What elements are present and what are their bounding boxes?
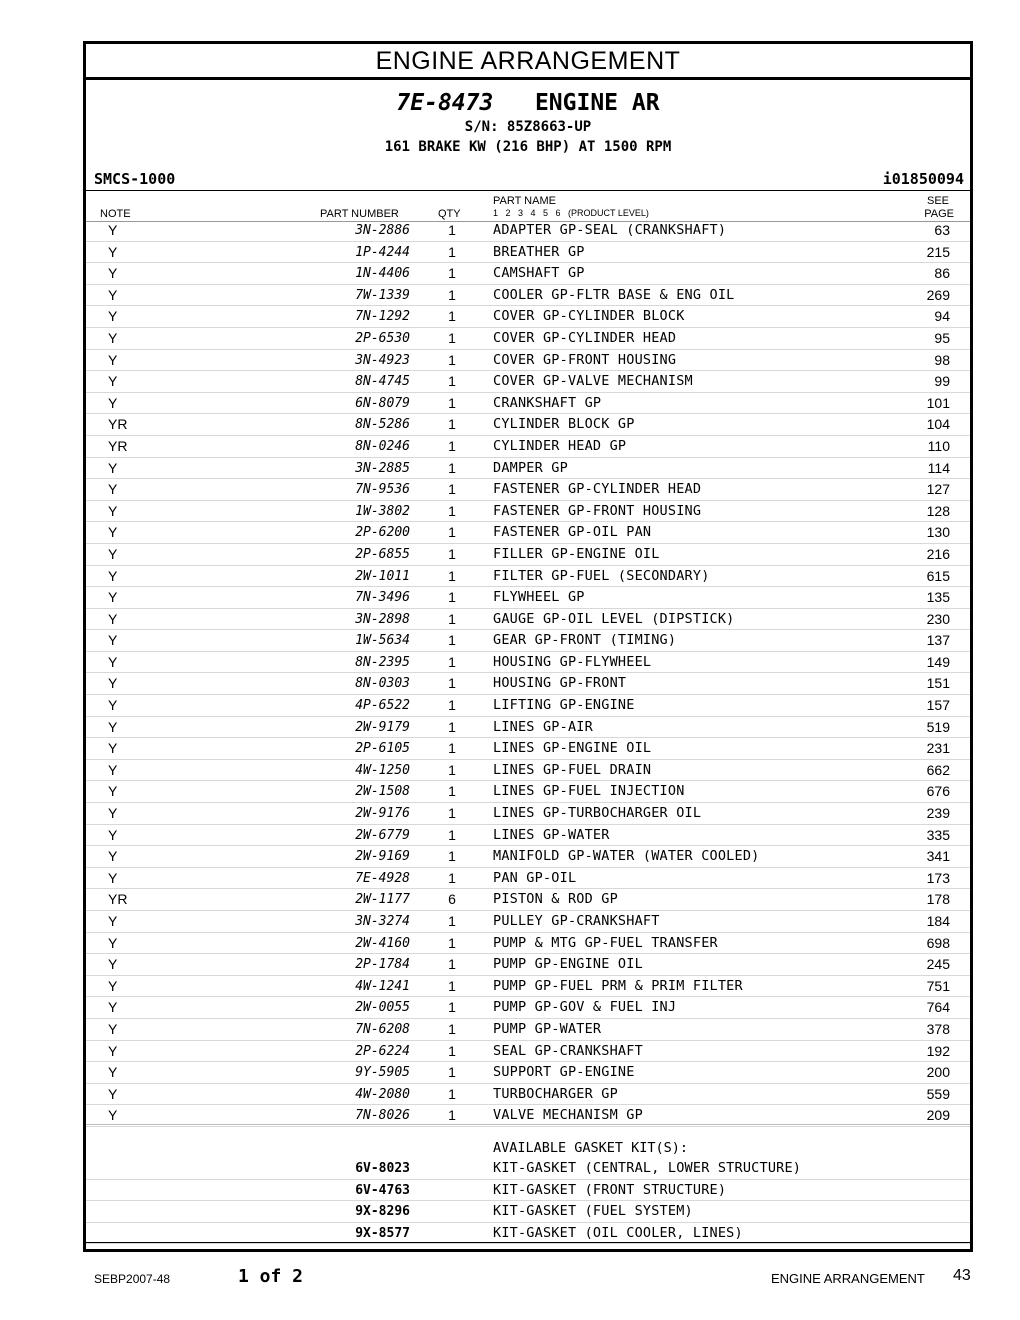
- assembly-heading: [86, 89, 970, 157]
- see-page-cell: 94: [934, 308, 950, 325]
- qty-cell: 1: [448, 416, 456, 433]
- part-name-cell: SEAL GP-CRANKSHAFT: [493, 1042, 643, 1059]
- qty-cell: 1: [448, 999, 456, 1016]
- part-name-cell: VALVE MECHANISM GP: [493, 1107, 643, 1124]
- qty-cell: 1: [448, 286, 456, 303]
- kit-part-number: 6V-4763: [355, 1182, 410, 1198]
- part-name-cell: FASTENER GP-CYLINDER HEAD: [493, 481, 702, 498]
- see-page-cell: 764: [926, 999, 950, 1016]
- see-page-cell: 63: [934, 222, 950, 238]
- part-number-cell: 3N-2885: [355, 460, 410, 476]
- see-page-cell: 341: [926, 848, 950, 865]
- kit-part-number: 9X-8296: [355, 1204, 410, 1220]
- note-cell: Y: [108, 653, 118, 670]
- header-part-number: PART NUMBER: [320, 208, 399, 220]
- qty-cell: 1: [448, 761, 456, 778]
- part-number-cell: 3N-2886: [355, 223, 410, 238]
- see-page-cell: 137: [926, 632, 950, 649]
- see-page-cell: 269: [926, 286, 950, 303]
- see-page-cell: 173: [926, 869, 950, 886]
- note-cell: Y: [108, 1107, 118, 1124]
- qty-cell: 1: [448, 1107, 456, 1124]
- table-row: [86, 371, 970, 393]
- part-name-cell: COVER GP-CYLINDER BLOCK: [493, 308, 685, 325]
- table-row: [86, 911, 970, 933]
- note-cell: Y: [108, 977, 118, 994]
- see-page-cell: 335: [926, 826, 950, 843]
- see-page-cell: 559: [926, 1085, 950, 1102]
- qty-cell: 1: [448, 697, 456, 714]
- gasket-kits-section: [86, 1124, 970, 1244]
- qty-cell: 1: [448, 783, 456, 800]
- note-cell: Y: [108, 999, 118, 1016]
- table-row: [86, 868, 970, 890]
- see-page-cell: 239: [926, 805, 950, 822]
- see-page-cell: 245: [926, 956, 950, 973]
- note-cell: YR: [108, 416, 128, 433]
- parts-table: [86, 220, 970, 1127]
- qty-cell: 1: [448, 481, 456, 498]
- part-number-cell: 7N-3496: [355, 590, 410, 606]
- note-cell: Y: [108, 567, 118, 584]
- kit-row: [86, 1180, 970, 1202]
- table-row: [86, 1019, 970, 1041]
- part-name-cell: PUMP GP-FUEL PRM & PRIM FILTER: [493, 977, 743, 994]
- table-row: [86, 522, 970, 544]
- part-number-cell: 7N-6208: [355, 1021, 410, 1037]
- qty-cell: 1: [448, 524, 456, 541]
- section-banner: ENGINE ARRANGEMENT: [86, 44, 970, 80]
- table-row: [86, 673, 970, 695]
- table-row: [86, 781, 970, 803]
- part-number-cell: 2W-1011: [355, 568, 410, 584]
- note-cell: Y: [108, 394, 118, 411]
- part-name-cell: PISTON & ROD GP: [493, 891, 618, 908]
- engine-rating: 161 BRAKE KW (216 BHP) AT 1500 RPM: [384, 139, 672, 155]
- note-cell: Y: [108, 502, 118, 519]
- qty-cell: 1: [448, 632, 456, 649]
- part-number-cell: 2P-1784: [355, 957, 410, 973]
- qty-cell: 1: [448, 502, 456, 519]
- part-number-cell: 2W-9179: [355, 719, 410, 735]
- qty-cell: 1: [448, 567, 456, 584]
- note-cell: Y: [108, 826, 118, 843]
- see-page-cell: 615: [926, 567, 950, 584]
- part-name-cell: LINES GP-FUEL INJECTION: [493, 783, 685, 800]
- part-number-cell: 2W-9176: [355, 806, 410, 822]
- note-cell: Y: [108, 783, 118, 800]
- see-page-cell: 149: [926, 653, 950, 670]
- qty-cell: 1: [448, 1064, 456, 1081]
- table-row: [86, 479, 970, 501]
- part-number-cell: 2W-0055: [355, 1000, 410, 1016]
- qty-cell: 1: [448, 653, 456, 670]
- note-cell: YR: [108, 437, 128, 454]
- part-number-cell: 1W-5634: [355, 633, 410, 649]
- see-page-cell: 231: [926, 740, 950, 757]
- part-name-cell: COVER GP-VALVE MECHANISM: [493, 373, 693, 390]
- note-cell: Y: [108, 589, 118, 606]
- qty-cell: 1: [448, 934, 456, 951]
- part-name-cell: PUMP GP-GOV & FUEL INJ: [493, 999, 677, 1016]
- table-row: [86, 1084, 970, 1106]
- table-row: [86, 825, 970, 847]
- table-row: [86, 997, 970, 1019]
- note-cell: Y: [108, 545, 118, 562]
- table-row: [86, 1062, 970, 1084]
- see-page-cell: 95: [934, 329, 950, 346]
- note-cell: Y: [108, 718, 118, 735]
- table-row: [86, 263, 970, 285]
- note-cell: Y: [108, 805, 118, 822]
- part-number-cell: 4W-1241: [355, 978, 410, 994]
- qty-cell: 1: [448, 848, 456, 865]
- part-name-cell: TURBOCHARGER GP: [493, 1085, 618, 1102]
- table-row: [86, 803, 970, 825]
- footer-section: ENGINE ARRANGEMENT: [771, 1271, 925, 1286]
- header-page: PAGE: [924, 208, 954, 220]
- table-row: [86, 566, 970, 588]
- part-number-cell: 4W-2080: [355, 1086, 410, 1102]
- gasket-kits-heading: AVAILABLE GASKET KIT(S):: [493, 1140, 689, 1156]
- qty-cell: 1: [448, 459, 456, 476]
- footer-page-number: 43: [953, 1267, 971, 1284]
- part-number-cell: 8N-2395: [355, 654, 410, 670]
- part-number-cell: 2P-6855: [355, 546, 410, 562]
- see-page-cell: 378: [926, 1020, 950, 1037]
- column-headers: [86, 190, 970, 222]
- part-number-cell: 8N-0303: [355, 676, 410, 692]
- part-name-cell: CYLINDER HEAD GP: [493, 437, 627, 454]
- table-row: [86, 242, 970, 264]
- part-number-cell: 7N-9536: [355, 482, 410, 498]
- table-row: [86, 609, 970, 631]
- part-number-cell: 3N-4923: [355, 352, 410, 368]
- kit-row: [86, 1158, 970, 1180]
- gasket-kits-list: [86, 1158, 970, 1244]
- see-page-cell: 157: [926, 697, 950, 714]
- table-row: [86, 220, 970, 242]
- qty-cell: 1: [448, 545, 456, 562]
- kit-part-number: 9X-8577: [355, 1225, 410, 1241]
- qty-cell: 1: [448, 610, 456, 627]
- bottom-rule: [86, 1242, 970, 1243]
- qty-cell: 1: [448, 869, 456, 886]
- part-name-cell: COVER GP-FRONT HOUSING: [493, 351, 677, 368]
- note-cell: Y: [108, 524, 118, 541]
- table-row: [86, 976, 970, 998]
- note-cell: Y: [108, 481, 118, 498]
- header-part-name: PART NAME: [493, 195, 556, 207]
- note-cell: Y: [108, 869, 118, 886]
- qty-cell: 1: [448, 589, 456, 606]
- qty-cell: 6: [448, 891, 456, 908]
- table-row: [86, 306, 970, 328]
- part-number-cell: 2P-6105: [355, 741, 410, 757]
- note-cell: Y: [108, 848, 118, 865]
- kit-name: KIT-GASKET (OIL COOLER, LINES): [493, 1224, 743, 1241]
- see-page-cell: 751: [926, 977, 950, 994]
- part-number-cell: 2W-1508: [355, 784, 410, 800]
- see-page-cell: 135: [926, 589, 950, 606]
- part-name-cell: LINES GP-TURBOCHARGER OIL: [493, 805, 702, 822]
- part-number-cell: 2P-6530: [355, 330, 410, 346]
- note-cell: YR: [108, 891, 128, 908]
- table-row: [86, 414, 970, 436]
- see-page-cell: 99: [934, 373, 950, 390]
- table-row: [86, 738, 970, 760]
- header-qty: QTY: [438, 208, 461, 220]
- see-page-cell: 86: [934, 265, 950, 282]
- qty-cell: 1: [448, 718, 456, 735]
- note-cell: Y: [108, 956, 118, 973]
- see-page-cell: 209: [926, 1107, 950, 1124]
- part-number-cell: 8N-0246: [355, 438, 410, 454]
- note-cell: Y: [108, 351, 118, 368]
- part-number-cell: 2W-4160: [355, 935, 410, 951]
- table-row: [86, 889, 970, 911]
- part-name-cell: PUMP GP-ENGINE OIL: [493, 956, 643, 973]
- qty-cell: 1: [448, 243, 456, 260]
- part-number-cell: 2P-6200: [355, 525, 410, 541]
- table-row: [86, 350, 970, 372]
- table-row: [86, 717, 970, 739]
- qty-cell: 1: [448, 222, 456, 238]
- part-name-cell: HOUSING GP-FLYWHEEL: [493, 653, 652, 670]
- part-name-cell: PUMP & MTG GP-FUEL TRANSFER: [493, 934, 718, 951]
- see-page-cell: 128: [926, 502, 950, 519]
- part-number-cell: 2W-6779: [355, 827, 410, 843]
- table-row: [86, 501, 970, 523]
- part-name-cell: LINES GP-ENGINE OIL: [493, 740, 652, 757]
- kit-name: KIT-GASKET (FUEL SYSTEM): [493, 1203, 693, 1220]
- note-cell: Y: [108, 286, 118, 303]
- note-cell: Y: [108, 913, 118, 929]
- note-cell: Y: [108, 1085, 118, 1102]
- see-page-cell: 184: [926, 913, 950, 929]
- note-cell: Y: [108, 329, 118, 346]
- part-number-cell: 7W-1339: [355, 287, 410, 303]
- part-name-cell: ADAPTER GP-SEAL (CRANKSHAFT): [493, 222, 727, 238]
- note-cell: Y: [108, 243, 118, 260]
- see-page-cell: 98: [934, 351, 950, 368]
- table-row: [86, 695, 970, 717]
- part-name-cell: CRANKSHAFT GP: [493, 394, 602, 411]
- see-page-cell: 151: [926, 675, 950, 692]
- assembly-title: [86, 89, 970, 117]
- smcs-code: SMCS-1000: [94, 170, 176, 188]
- qty-cell: 1: [448, 1085, 456, 1102]
- see-page-cell: 178: [926, 891, 950, 908]
- part-name-cell: LINES GP-FUEL DRAIN: [493, 761, 652, 778]
- qty-cell: 1: [448, 329, 456, 346]
- part-name-cell: PAN GP-OIL: [493, 869, 577, 886]
- see-page-cell: 127: [926, 481, 950, 498]
- kit-row: [86, 1201, 970, 1223]
- qty-cell: 1: [448, 1020, 456, 1037]
- table-row: [86, 652, 970, 674]
- part-number-cell: 3N-2898: [355, 611, 410, 627]
- note-cell: Y: [108, 675, 118, 692]
- part-number-cell: 1N-4406: [355, 266, 410, 282]
- part-name-cell: BREATHER GP: [493, 243, 585, 260]
- part-name-cell: FASTENER GP-FRONT HOUSING: [493, 502, 702, 519]
- see-page-cell: 676: [926, 783, 950, 800]
- note-cell: Y: [108, 459, 118, 476]
- part-name-cell: COVER GP-CYLINDER HEAD: [493, 329, 677, 346]
- parts-list-frame: [83, 41, 973, 1252]
- part-name-cell: HOUSING GP-FRONT: [493, 675, 627, 692]
- assembly-name: ENGINE AR: [534, 90, 660, 116]
- table-row: [86, 544, 970, 566]
- part-number-cell: 4P-6522: [355, 698, 410, 714]
- footer-page-of: 1 of 2: [238, 1266, 304, 1287]
- see-page-cell: 519: [926, 718, 950, 735]
- see-page-cell: 215: [926, 243, 950, 260]
- qty-cell: 1: [448, 956, 456, 973]
- see-page-cell: 230: [926, 610, 950, 627]
- table-row: [86, 846, 970, 868]
- part-name-cell: LIFTING GP-ENGINE: [493, 697, 635, 714]
- footer-doc-id: SEBP2007-48: [94, 1272, 171, 1286]
- qty-cell: 1: [448, 308, 456, 325]
- note-cell: Y: [108, 373, 118, 390]
- part-name-cell: FILTER GP-FUEL (SECONDARY): [493, 567, 710, 584]
- part-number-cell: 2P-6224: [355, 1043, 410, 1059]
- table-row: [86, 328, 970, 350]
- qty-cell: 1: [448, 977, 456, 994]
- part-name-cell: MANIFOLD GP-WATER (WATER COOLED): [493, 848, 760, 865]
- see-page-cell: 101: [926, 394, 950, 411]
- see-page-cell: 104: [926, 416, 950, 433]
- part-number-cell: 2W-9169: [355, 849, 410, 865]
- see-page-cell: 114: [927, 459, 950, 476]
- note-cell: Y: [108, 934, 118, 951]
- qty-cell: 1: [448, 437, 456, 454]
- qty-cell: 1: [448, 740, 456, 757]
- header-see: SEE: [926, 195, 949, 207]
- see-page-cell: 698: [926, 934, 950, 951]
- see-page-cell: 216: [926, 545, 950, 562]
- part-name-cell: FASTENER GP-OIL PAN: [493, 524, 652, 541]
- see-page-cell: 662: [926, 761, 950, 778]
- qty-cell: 1: [448, 913, 456, 929]
- part-number-cell: 6N-8079: [355, 395, 410, 411]
- qty-cell: 1: [448, 265, 456, 282]
- table-row: [86, 458, 970, 480]
- part-name-cell: CAMSHAFT GP: [493, 265, 585, 282]
- note-cell: Y: [108, 1020, 118, 1037]
- table-row: [86, 285, 970, 307]
- see-page-cell: 130: [926, 524, 950, 541]
- note-cell: Y: [108, 632, 118, 649]
- part-number-cell: 7N-1292: [355, 309, 410, 325]
- table-row: [86, 393, 970, 415]
- part-name-cell: COOLER GP-FLTR BASE & ENG OIL: [493, 286, 735, 303]
- note-cell: Y: [108, 308, 118, 325]
- note-cell: Y: [108, 761, 118, 778]
- note-cell: Y: [108, 222, 118, 238]
- table-row: [86, 954, 970, 976]
- see-page-cell: 192: [926, 1042, 950, 1059]
- header-note: NOTE: [100, 208, 131, 220]
- table-row: [86, 933, 970, 955]
- part-number-cell: 7N-8026: [355, 1108, 410, 1124]
- part-number-cell: 8N-5286: [355, 417, 410, 433]
- part-name-cell: SUPPORT GP-ENGINE: [493, 1064, 635, 1081]
- part-number-cell: 1P-4244: [355, 244, 410, 260]
- qty-cell: 1: [448, 805, 456, 822]
- note-cell: Y: [108, 265, 118, 282]
- part-number-cell: 4W-1250: [355, 762, 410, 778]
- note-cell: Y: [108, 1042, 118, 1059]
- part-name-cell: GAUGE GP-OIL LEVEL (DIPSTICK): [493, 610, 735, 627]
- assembly-part-number: 7E-8473: [396, 90, 494, 116]
- part-name-cell: FLYWHEEL GP: [493, 589, 585, 606]
- part-name-cell: CYLINDER BLOCK GP: [493, 416, 635, 433]
- note-cell: Y: [108, 1064, 118, 1081]
- header-product-level: 1 2 3 4 5 6 (PRODUCT LEVEL): [493, 208, 649, 218]
- qty-cell: 1: [448, 675, 456, 692]
- part-name-cell: DAMPER GP: [493, 459, 568, 476]
- part-name-cell: GEAR GP-FRONT (TIMING): [493, 632, 677, 649]
- note-cell: Y: [108, 697, 118, 714]
- part-name-cell: LINES GP-AIR: [493, 718, 593, 735]
- part-number-cell: 8N-4745: [355, 374, 410, 390]
- see-page-cell: 110: [927, 437, 950, 454]
- part-name-cell: FILLER GP-ENGINE OIL: [493, 545, 660, 562]
- kit-name: KIT-GASKET (FRONT STRUCTURE): [493, 1181, 727, 1198]
- illustration-id: i01850094: [882, 170, 964, 188]
- qty-cell: 1: [448, 826, 456, 843]
- part-name-cell: PULLEY GP-CRANKSHAFT: [493, 913, 660, 929]
- qty-cell: 1: [448, 373, 456, 390]
- table-row: [86, 760, 970, 782]
- table-row: [86, 436, 970, 458]
- qty-cell: 1: [448, 351, 456, 368]
- serial-number: S/N: 85Z8663-UP: [464, 119, 592, 135]
- table-row: [86, 630, 970, 652]
- qty-cell: 1: [448, 394, 456, 411]
- part-number-cell: 1W-3802: [355, 503, 410, 519]
- part-number-cell: 9Y-5905: [355, 1065, 410, 1081]
- qty-cell: 1: [448, 1042, 456, 1059]
- kit-name: KIT-GASKET (CENTRAL, LOWER STRUCTURE): [493, 1160, 802, 1176]
- part-number-cell: 3N-3274: [355, 914, 410, 929]
- part-number-cell: 7E-4928: [355, 870, 410, 886]
- part-name-cell: PUMP GP-WATER: [493, 1020, 602, 1037]
- table-row: [86, 587, 970, 609]
- note-cell: Y: [108, 740, 118, 757]
- note-cell: Y: [108, 610, 118, 627]
- kit-part-number: 6V-8023: [355, 1161, 410, 1176]
- table-row: [86, 1041, 970, 1063]
- part-name-cell: LINES GP-WATER: [493, 826, 610, 843]
- part-number-cell: 2W-1177: [355, 892, 410, 908]
- see-page-cell: 200: [926, 1064, 950, 1081]
